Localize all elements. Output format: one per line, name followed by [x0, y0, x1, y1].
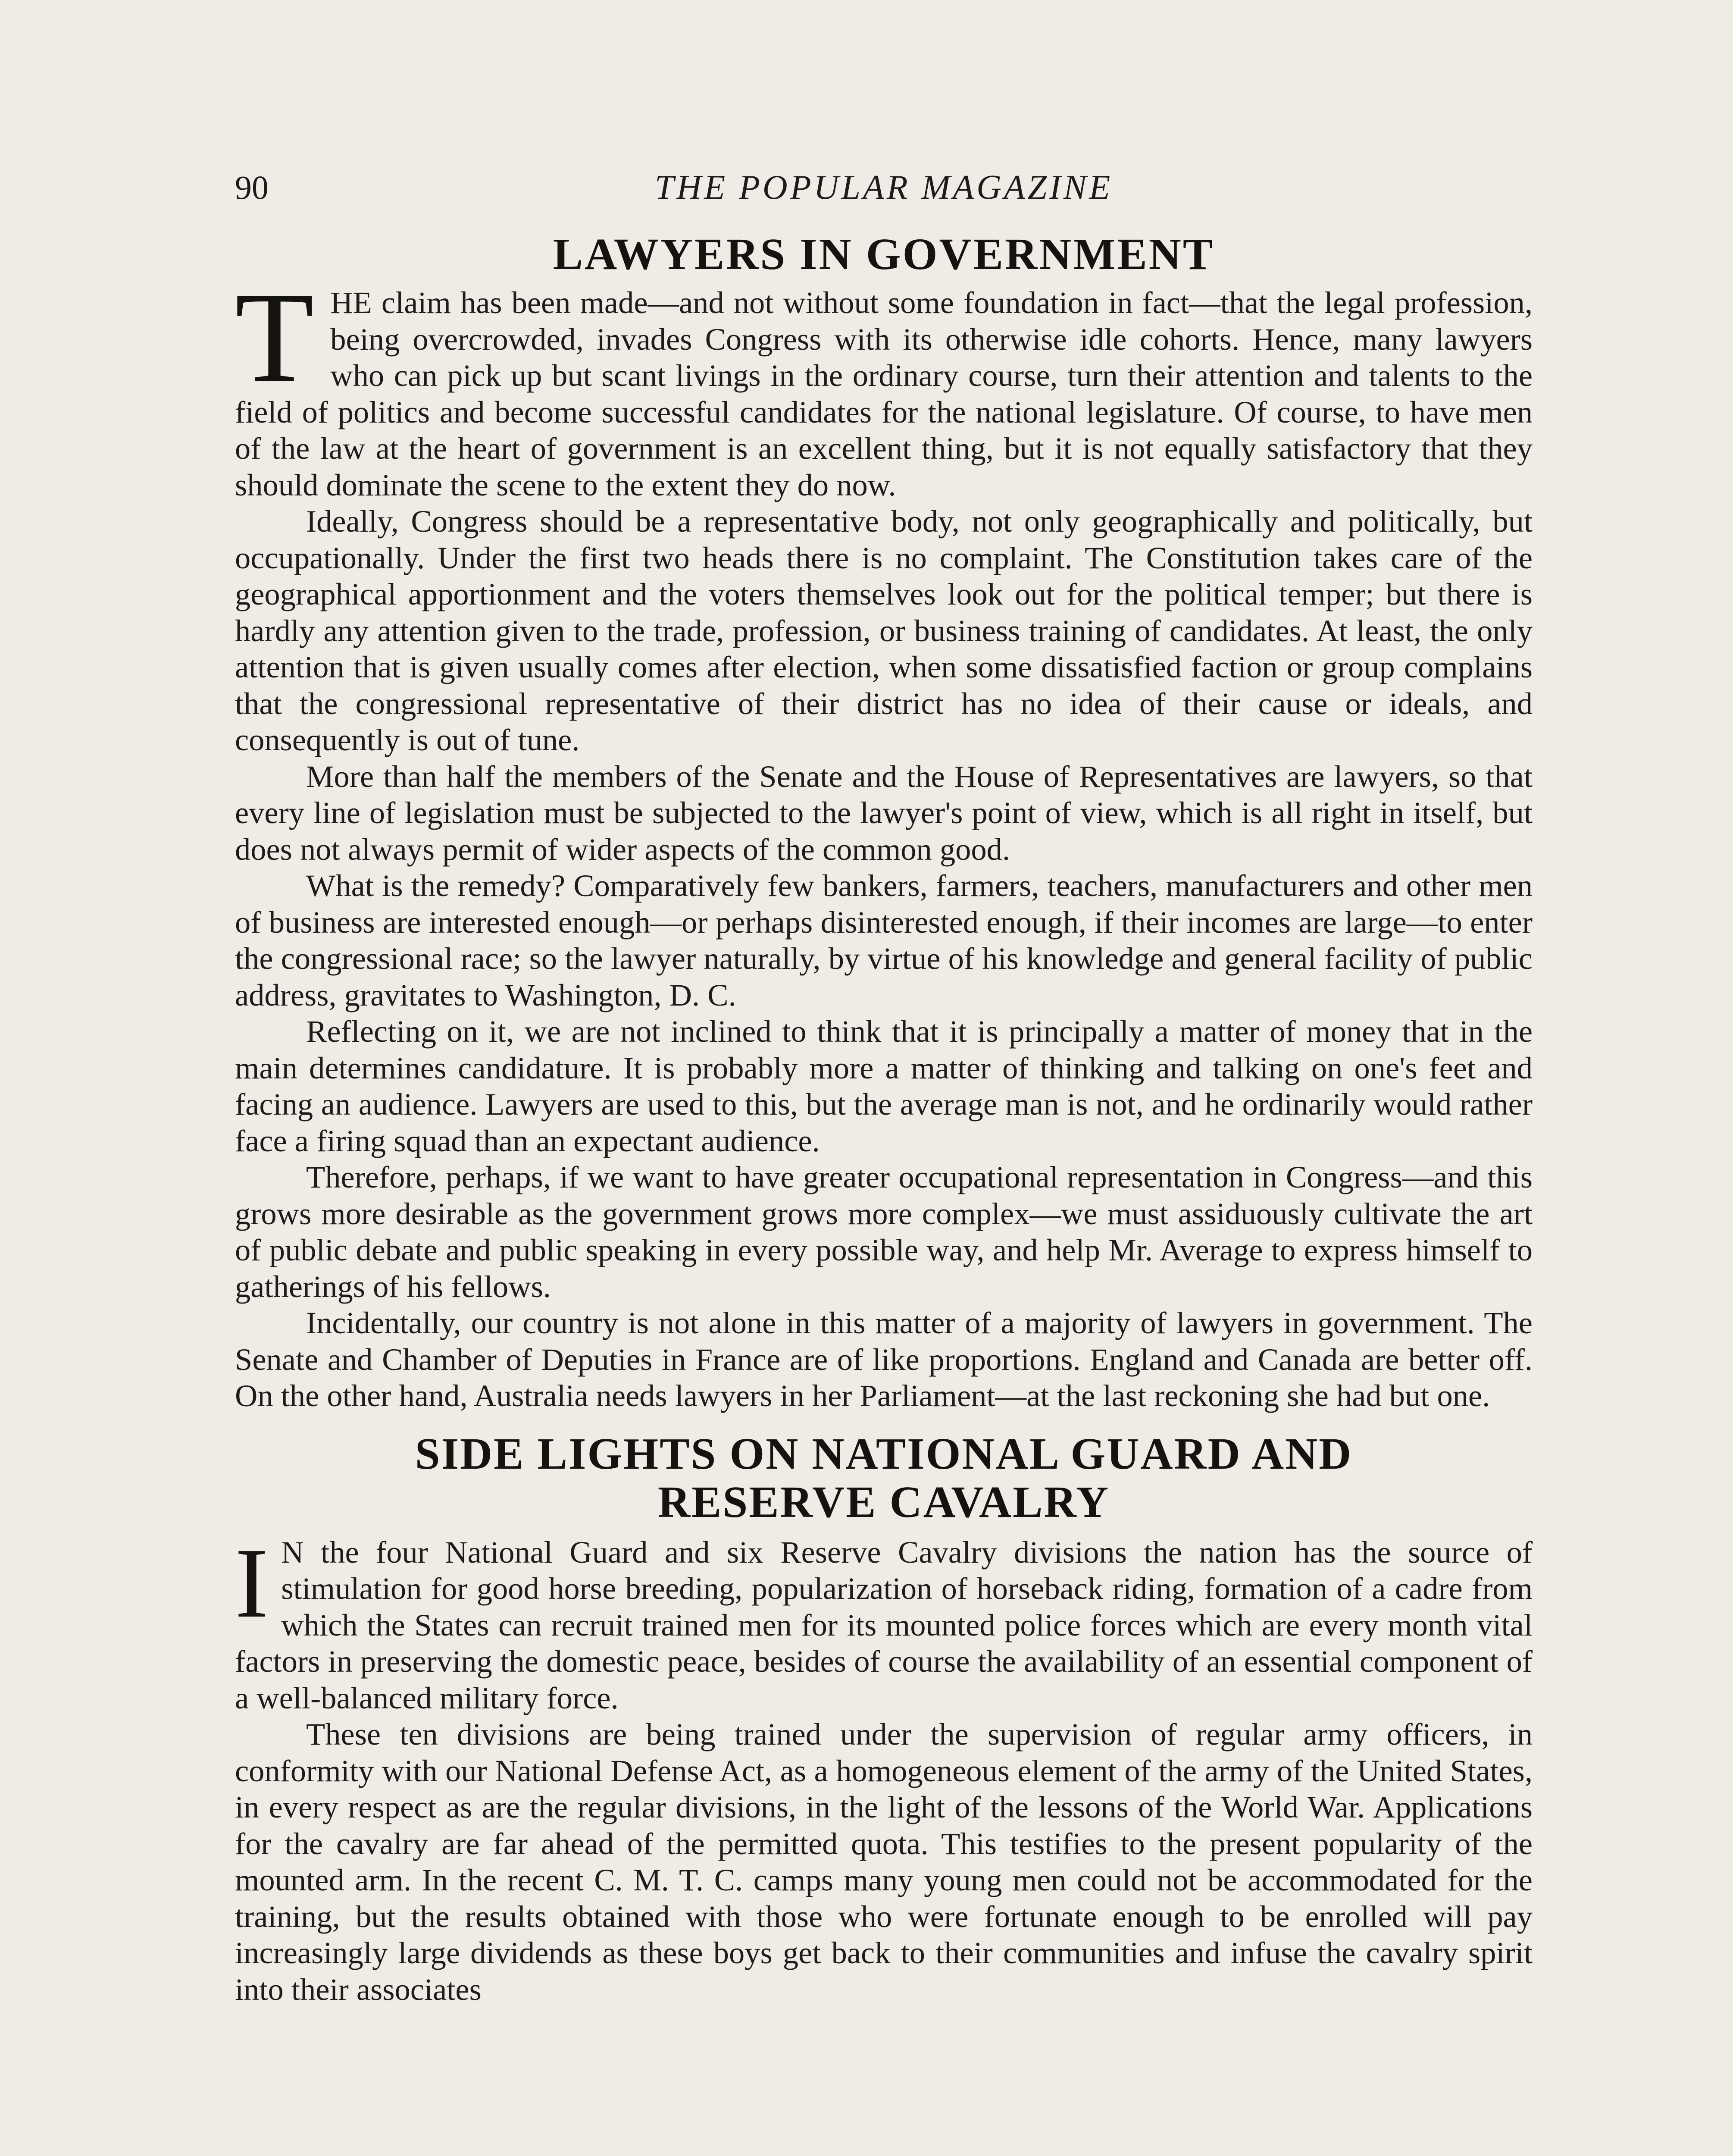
drop-cap: I — [235, 1527, 269, 1639]
article-lawyers-in-government — [235, 229, 1533, 1414]
article-paragraph: More than half the members of the Senate and the House of Representatives are lawyers, so that every line of legislation must be subjected to the lawyer's point of view, which is all right in itself, but does not always permit of wider aspects of the common good. — [235, 758, 1533, 867]
page-content — [235, 229, 1533, 2008]
article-paragraph: What is the remedy? Comparatively few bankers, farmers, teachers, manufacturers and other men of business are interested enough—or perhaps disinterested enough, if their incomes are large—to enter the congressional race; so the lawyer naturally, by virtue of his knowledge and general facility of public address, gravitates to Washington, D. C. — [235, 868, 1533, 1012]
page-header — [235, 166, 1533, 213]
article-paragraph: Reflecting on it, we are not inclined to think that it is principally a matter of money that in the main determines candidature. It is probably more a matter of thinking and talking on one's feet and facing an audience. Lawyers are used to this, but the average man is not, and he ordinarily would rather face a firing squad than an expectant audience. — [235, 1014, 1533, 1158]
drop-cap: T — [235, 266, 314, 409]
article-paragraph: THE claim has been made—and not without some foundation in fact—that the legal profession, being overcrowded, invades Congress with its otherwise idle cohorts. Hence, many lawyers who can pick up but scant livings in the ordinary course, turn their attention and talents to the field of politics and become successful candidates for the national legislature. Of course, to have men of the law at the heart of government is an excellent thing, but it is not equally satisfactory that they should dominate the scene to the extent they do now. — [235, 266, 1533, 502]
article-paragraph: These ten divisions are being trained under the supervision of regular army officers, in conformity with our National Defense Act, as a homogeneous element of the army of the United States, in every respect as are the regular divisions, in the light of the lessons of the World War. Applications for the cavalry are far ahead of the permitted quota. This testifies to the present popularity of the mounted arm. In the recent C. M. T. C. camps many young men could not be accommodated for the training, but the results obtained with those who were fortunate enough to be enrolled will pay increasingly large dividends as these boys get back to their communities and infuse the cavalry spirit into their associates — [235, 1717, 1533, 2007]
page-number: 90 — [235, 169, 269, 206]
magazine-title: THE POPULAR MAGAZINE — [654, 169, 1113, 207]
article-title-line-2: RESERVE CAVALRY — [657, 1477, 1110, 1527]
article-title-line-1: SIDE LIGHTS ON NATIONAL GUARD AND — [415, 1429, 1353, 1479]
article-paragraph: I N the four National Guard and six Reserve Cavalry divisions the nation has the source of stimulation for good horse breeding, popularization of horseback riding, formation of a cadre from which the States can recruit trained men for its mounted police forces which are every month vital factors in preserving the domestic peace, besides of course the availability of an essential component of a well-balanced military force. — [235, 1527, 1533, 1715]
article-title — [235, 1430, 1533, 1526]
article-paragraph: Ideally, Congress should be a representative body, not only geographically and politically, but occupationally. Under the first two heads there is no complaint. The Constitution takes care of the geographical apportionment and the voters themselves look out for the political temper; but there is hardly any attention given to the trade, profession, or business training of candidates. At least, the only attention that is given usually comes after election, when some dissatisfied faction or group complains that the congressional representative of their district has no idea of their cause or ideals, and consequently is out of tune. — [235, 504, 1533, 757]
article-side-lights-cavalry — [235, 1430, 1533, 2008]
article-paragraph: Therefore, perhaps, if we want to have greater occupational representation in Congress—and this grows more desirable as the government grows more complex—we must assiduously cultivate the art of public debate and public speaking in every possible way, and help Mr. Average to express himself to gatherings of his fellows. — [235, 1159, 1533, 1304]
article-paragraph: Incidentally, our country is not alone in this matter of a majority of lawyers in government. The Senate and Chamber of Deputies in France are of like proportions. England and Canada are better off. On the other hand, Australia needs lawyers in her Parliament—at the last reckoning she had but one. — [235, 1305, 1533, 1413]
article-title: LAWYERS IN GOVERNMENT — [553, 229, 1215, 279]
